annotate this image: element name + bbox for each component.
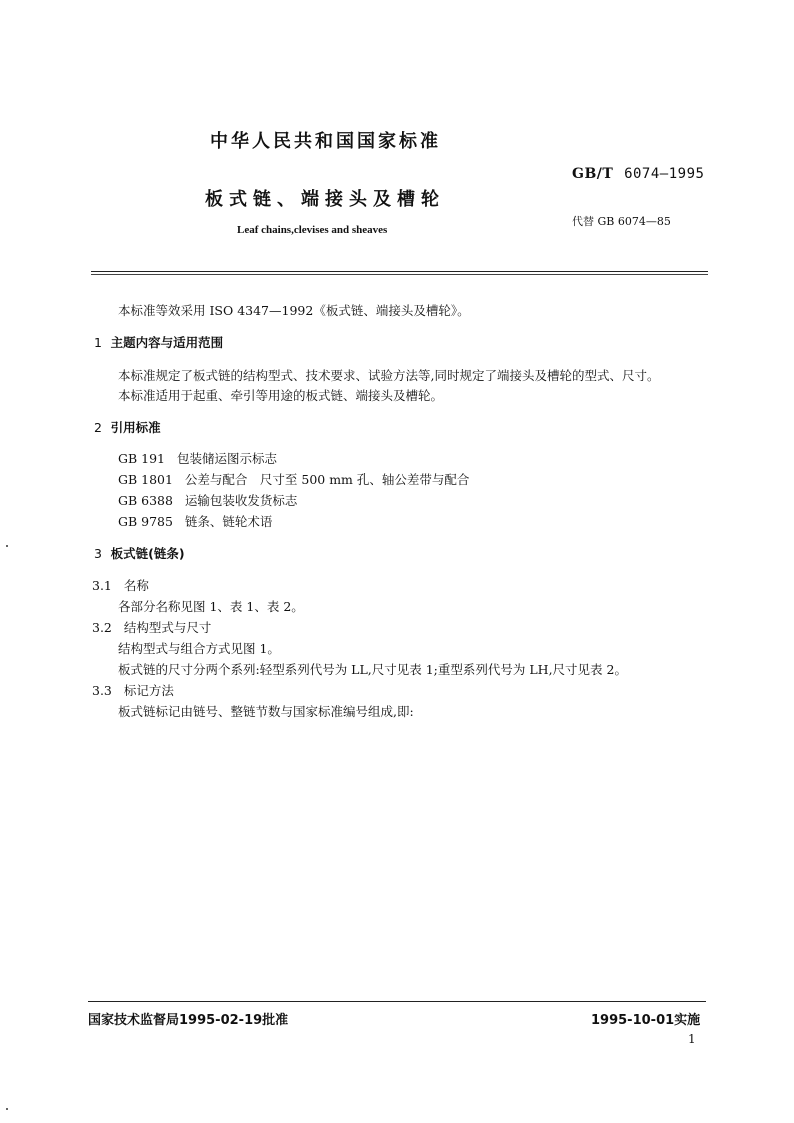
section-1-heading: [94, 333, 223, 351]
standard-code: [572, 166, 704, 182]
reference-item: [118, 491, 297, 509]
standard-code-prefix: GB/T: [572, 166, 614, 182]
reference-code: GB 191: [118, 451, 166, 466]
reference-code: GB 1801: [118, 472, 173, 487]
replaces-note: 代替 GB 6074—85: [572, 215, 671, 228]
section-1-paragraph-1: 本标准规定了板式链的结构型式、技术要求、试验方法等,同时规定了端接头及槽轮的型式、尺寸。: [118, 368, 660, 383]
subsection-3-2-text-1: 结构型式与组合方式见图 1。: [118, 641, 280, 656]
issued-by: 国家技术监督局1995-02-19批准: [88, 1013, 289, 1028]
section-number: 2: [94, 420, 102, 435]
section-number: 3: [94, 546, 102, 561]
effective-date: 1995-10-01实施: [591, 1013, 701, 1028]
reference-name: 运输包装收发货标志: [184, 493, 298, 508]
scan-speck: [6, 1108, 8, 1110]
subsection-title: 标记方法: [123, 683, 174, 698]
scan-speck: [6, 545, 8, 547]
standard-code-year: 6074—1995: [624, 166, 705, 182]
subsection-3-1-heading: [92, 576, 149, 594]
reference-name: 链条、链轮术语: [184, 514, 273, 529]
subsection-number: 3.2: [92, 620, 112, 635]
subsection-title: 结构型式与尺寸: [123, 620, 212, 635]
subsection-3-2-heading: [92, 618, 211, 636]
footer-divider: [88, 1001, 706, 1002]
subsection-3-1-text: 各部分名称见图 1、表 1、表 2。: [118, 599, 304, 614]
section-2-heading: [94, 418, 161, 436]
section-number: 1: [94, 335, 102, 350]
header-divider: [91, 271, 708, 272]
reference-name: 包装储运图示标志: [176, 451, 277, 466]
national-standard-heading: 中华人民共和国国家标准: [210, 131, 441, 152]
subsection-number: 3.3: [92, 683, 112, 698]
header-divider-thin: [91, 274, 708, 275]
document-title: 板式链、端接头及槽轮: [205, 189, 445, 210]
reference-item: [118, 449, 277, 467]
section-title: 主题内容与适用范围: [110, 335, 224, 350]
intro-paragraph: 本标准等效采用 ISO 4347—1992《板式链、端接头及槽轮》。: [118, 303, 470, 318]
page-number: 1: [688, 1032, 696, 1046]
reference-code: GB 6388: [118, 493, 173, 508]
section-title: 引用标准: [110, 420, 161, 435]
subsection-title: 名称: [123, 578, 149, 593]
subsection-3-2-text-2: 板式链的尺寸分两个系列:轻型系列代号为 LL,尺寸见表 1;重型系列代号为 LH,尺寸见表 2。: [118, 662, 627, 677]
english-title: Leaf chains,clevises and sheaves: [237, 224, 388, 236]
subsection-3-3-text: 板式链标记由链号、整链节数与国家标准编号组成,即:: [118, 704, 414, 719]
reference-name: 公差与配合 尺寸至 500 mm 孔、轴公差带与配合: [184, 472, 470, 487]
subsection-number: 3.1: [92, 578, 112, 593]
section-1-paragraph-2: 本标准适用于起重、牵引等用途的板式链、端接头及槽轮。: [118, 388, 444, 403]
reference-item: [118, 512, 272, 530]
reference-item: [118, 470, 469, 488]
section-3-heading: [94, 544, 185, 562]
reference-code: GB 9785: [118, 514, 173, 529]
subsection-3-3-heading: [92, 681, 174, 699]
section-title: 板式链(链条): [110, 546, 185, 561]
